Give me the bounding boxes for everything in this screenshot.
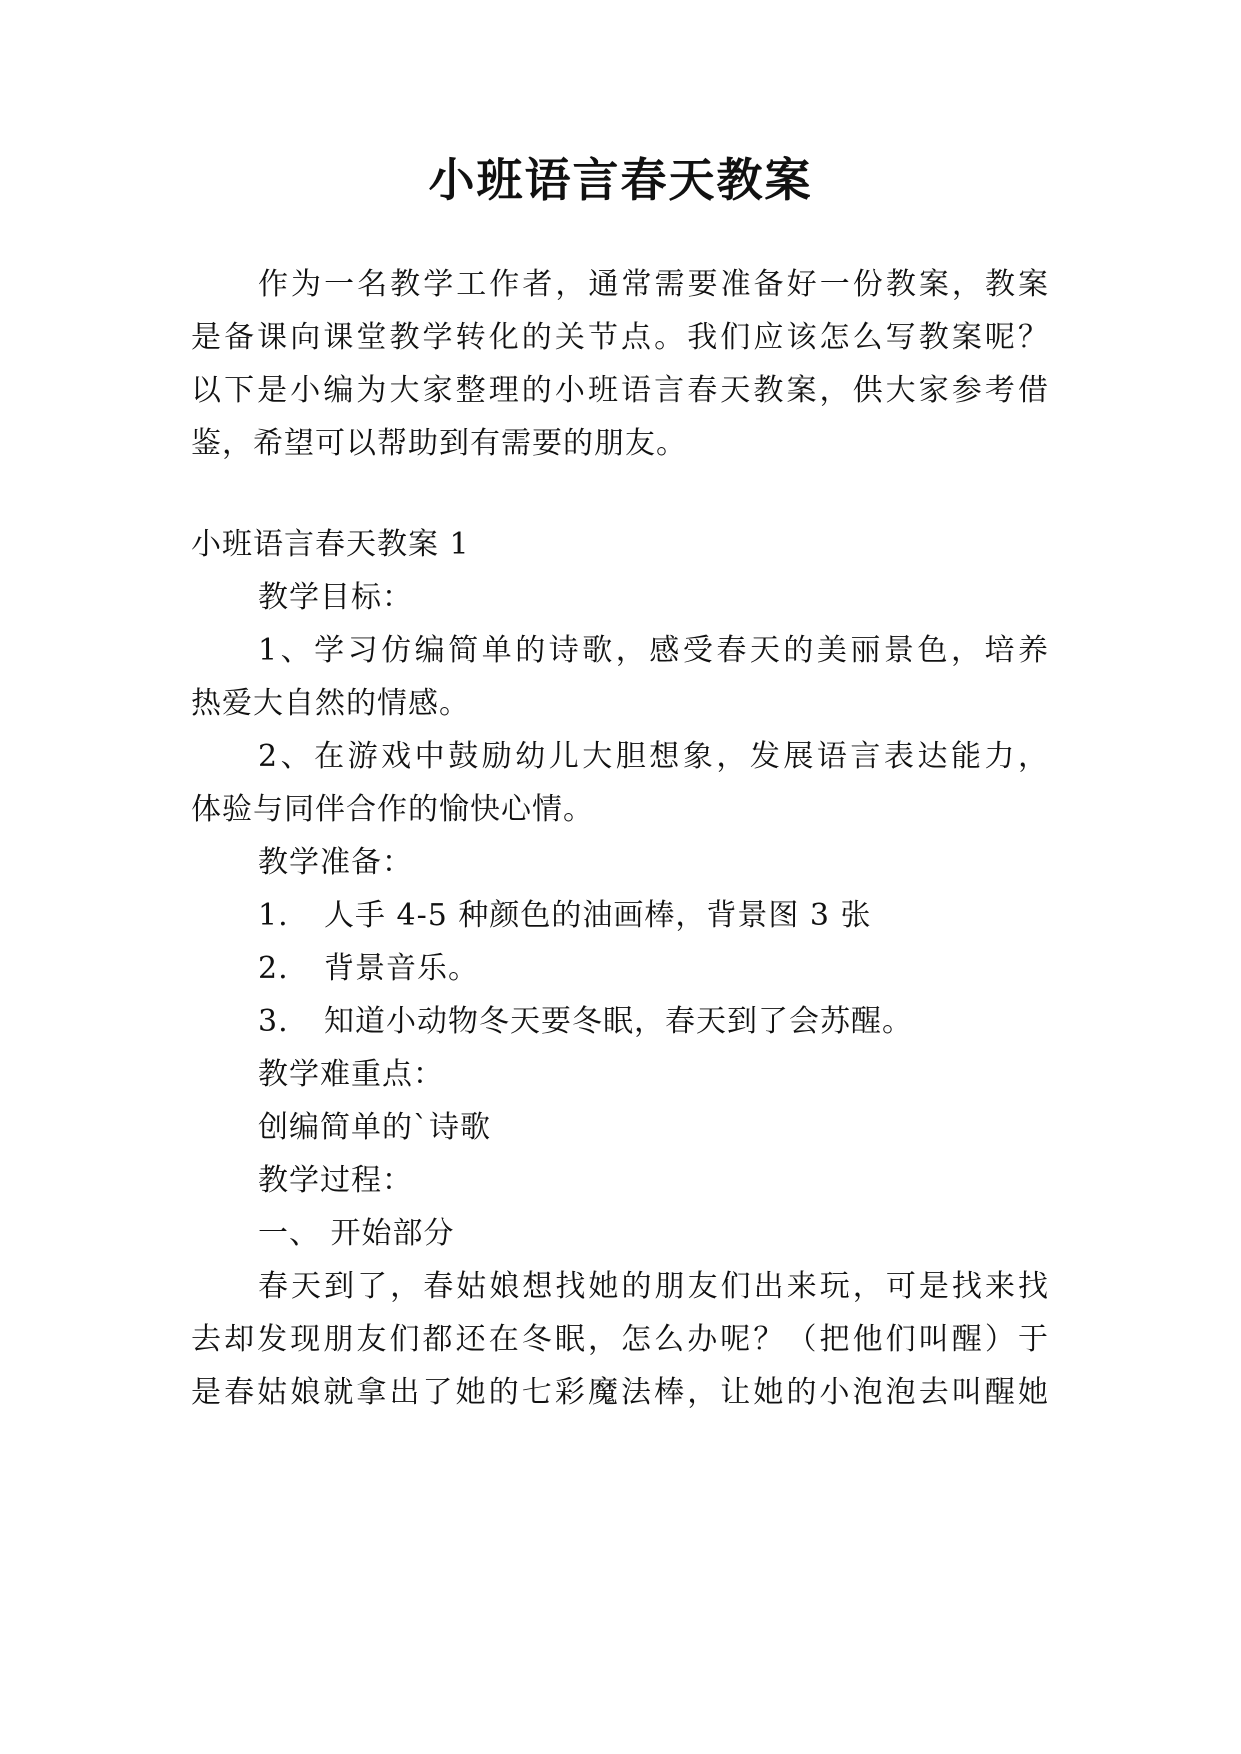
part-1-line-2: 去却发现朋友们都还在冬眠，怎么办呢？（把他们叫醒）于 <box>191 1322 1049 1357</box>
difficulty-label: 教学难重点： <box>258 1057 444 1092</box>
goal-2-line-2: 体验与同伴合作的愉快心情。 <box>191 792 594 827</box>
prep-item-text: 知道小动物冬天要冬眠，春天到了会苏醒。 <box>324 1004 913 1039</box>
prep-label: 教学准备： <box>258 845 413 880</box>
prep-item <box>258 949 479 989</box>
intro-line-3: 以下是小编为大家整理的小班语言春天教案，供大家参考借 <box>191 373 1049 408</box>
difficulty-text: 创编简单的`诗歌 <box>258 1110 491 1145</box>
prep-item-number: 1. <box>258 898 289 933</box>
prep-item-number: 2. <box>258 951 289 986</box>
goal-2-line-1: 2、在游戏中鼓励幼儿大胆想象，发展语言表达能力， <box>258 739 1049 774</box>
intro-line-1: 作为一名教学工作者，通常需要准备好一份教案，教案 <box>258 267 1049 302</box>
goal-1-line-1: 1、学习仿编简单的诗歌，感受春天的美丽景色，培养 <box>258 633 1049 668</box>
section-heading: 小班语言春天教案 1 <box>191 527 470 562</box>
part-1-line-3: 是春姑娘就拿出了她的七彩魔法棒，让她的小泡泡去叫醒她 <box>191 1375 1049 1410</box>
goals-label: 教学目标： <box>258 580 413 615</box>
intro-line-2: 是备课向课堂教学转化的关节点。我们应该怎么写教案呢？ <box>191 320 1049 355</box>
prep-item-text: 背景音乐。 <box>324 951 479 986</box>
part-1-heading: 一、 开始部分 <box>258 1216 455 1251</box>
goal-1-line-2: 热爱大自然的情感。 <box>191 686 470 721</box>
prep-item <box>258 896 872 936</box>
part-1-line-1: 春天到了，春姑娘想找她的朋友们出来玩，可是找来找 <box>258 1269 1049 1304</box>
intro-line-4: 鉴，希望可以帮助到有需要的朋友。 <box>191 426 687 461</box>
prep-item <box>258 1002 913 1042</box>
document-title: 小班语言春天教案 <box>428 153 813 207</box>
prep-item-text: 人手 4-5 种颜色的油画棒，背景图 3 张 <box>324 898 872 933</box>
prep-item-number: 3. <box>258 1004 289 1039</box>
process-label: 教学过程： <box>258 1163 413 1198</box>
